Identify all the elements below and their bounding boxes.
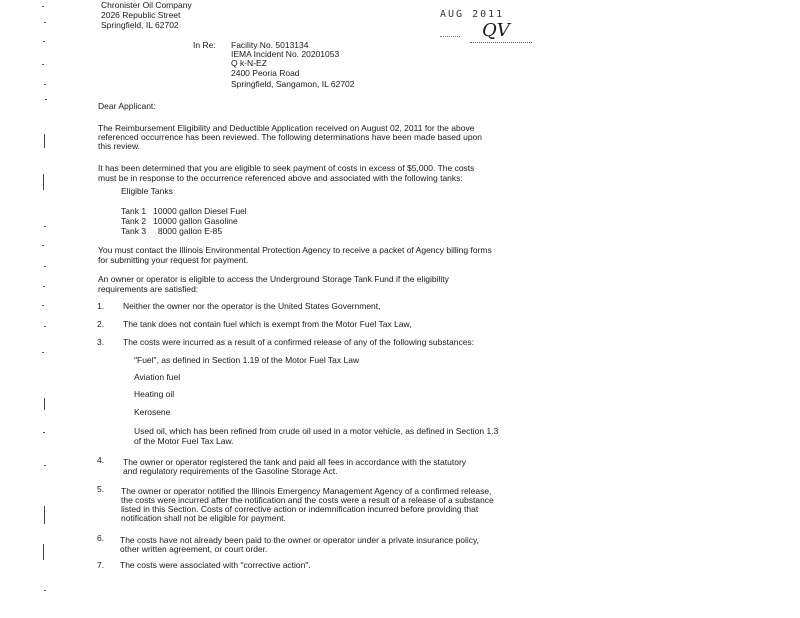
text-line: for submitting your request for payment. (98, 255, 249, 265)
salutation: Dear Applicant: (98, 101, 156, 111)
text-line: must be in response to the occurrence referenced above and associated with the following tanks: (98, 173, 463, 183)
requirement-text: Neither the owner nor the operator is the United States Government, (123, 301, 381, 311)
tank-item: Tank 2 10000 gallon Gasoline (121, 216, 238, 226)
requirement-text: notification shall not be eligible for payment. (121, 513, 286, 523)
requirement-number: 7. (97, 560, 105, 570)
text-line: this review. (98, 141, 141, 151)
re-city: Springfield, Sangamon, IL 62702 (231, 79, 355, 89)
requirement-text: other written agreement, or court order. (120, 544, 268, 554)
re-address: 2400 Peoria Road (231, 68, 300, 78)
text-line: requirements are satisfied: (98, 284, 199, 294)
text-line: The Reimbursement Eligibility and Deductible Application received on August 02, 2011 for the above (98, 123, 475, 133)
text-line: You must contact the Illinois Environmental Protection Agency to receive a packet of Agency billing forms (98, 245, 492, 255)
substance-item: "Fuel", as defined in Section 1.19 of the Motor Fuel Tax Law (134, 355, 360, 365)
re-name: Q k-N-EZ (231, 58, 267, 68)
text-line: referenced occurrence has been reviewed. The following determinations have been made based upon (98, 132, 483, 142)
stamp-signature-line (470, 42, 532, 43)
requirement-text: The owner or operator registered the tank and paid all fees in accordance with the statutory (123, 457, 467, 467)
requirement-text: and regulatory requirements of the Gasoline Storage Act. (123, 466, 338, 476)
requirement-text: listed in this Section. Costs of corrective action or indemnification incurred before providing that (121, 504, 479, 514)
substance-item: Aviation fuel (134, 372, 181, 382)
re-facility: Facility No. 5013134 (231, 40, 309, 50)
company-street: 2026 Republic Street (101, 10, 181, 20)
requirement-number: 1. (97, 301, 105, 311)
requirement-number: 5. (97, 484, 105, 494)
stamp-mark (440, 36, 460, 37)
requirement-number: 2. (97, 319, 105, 329)
company-city: Springfield, IL 62702 (101, 20, 179, 30)
substance-item: Heating oil (134, 389, 175, 399)
requirement-number: 4. (97, 455, 105, 465)
text-line: An owner or operator is eligible to access the Underground Storage Tank Fund if the eligibility (98, 274, 449, 284)
requirement-text: The owner or operator notified the Illinois Emergency Management Agency of a confirmed release, (121, 486, 492, 496)
re-iema: IEMA Incident No. 20201053 (231, 49, 340, 59)
stamp-initials: QV (482, 20, 510, 41)
requirement-text: The costs were associated with "corrective action". (120, 560, 311, 570)
requirement-text: The costs have not already been paid to the owner or operator under a private insurance policy, (120, 535, 479, 545)
requirement-text: The tank does not contain fuel which is exempt from the Motor Fuel Tax Law, (123, 319, 412, 329)
requirement-text: The costs were incurred as a result of a confirmed release of any of the following substances: (123, 337, 475, 347)
re-label: In Re: (193, 40, 216, 50)
text-line: It has been determined that you are eligible to seek payment of costs in excess of $5,000. The costs (98, 163, 475, 173)
requirement-number: 6. (97, 533, 105, 543)
tanks-heading: Eligible Tanks (121, 186, 173, 196)
substance-item: of the Motor Fuel Tax Law. (134, 436, 234, 446)
substance-item: Kerosene (134, 407, 171, 417)
requirement-text: the costs were incurred after the notification and the costs were a result of a release of a substance (121, 495, 494, 505)
substance-item: Used oil, which has been refined from crude oil used in a motor vehicle, as defined in Section 1.3 (134, 426, 499, 436)
company-name: Chronister Oil Company (101, 0, 192, 10)
tank-item: Tank 3 8000 gallon E-85 (121, 226, 223, 236)
tank-item: Tank 1 10000 gallon Diesel Fuel (121, 206, 247, 216)
requirement-number: 3. (97, 337, 105, 347)
stamp-date: AUG 2011 (440, 9, 505, 20)
